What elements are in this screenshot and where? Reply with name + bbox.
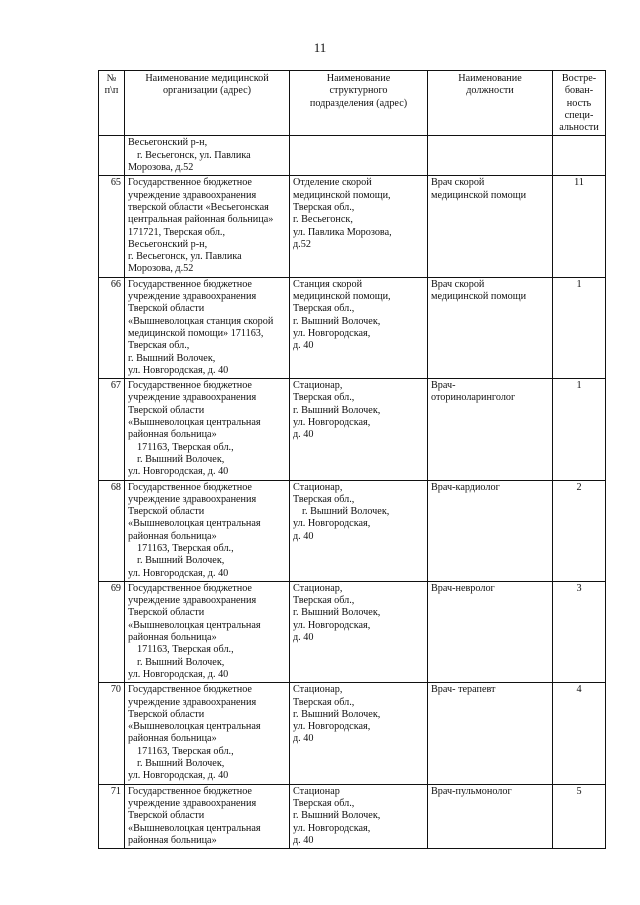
organization-cell: Государственное бюджетное учреждение здравоохранения тверской области «Весьегонская центральная районная больница» 171721, Тверская обл., Весьегонский р-н, г. Весьегонск, ул. Павлика Морозова, д.52 [125, 176, 290, 277]
unit-cell: Стационар, Тверская обл., г. Вышний Волочек, ул. Новгородская, д. 40 [290, 379, 428, 480]
unit-cell: Стационар, Тверская обл., г. Вышний Волочек, ул. Новгородская, д. 40 [290, 581, 428, 682]
table-row [99, 683, 606, 784]
demand-cell: 4 [553, 683, 606, 784]
organization-cell: Государственное бюджетное учреждение здравоохранения Тверской области «Вышневолоцкая центральная районная больница» [125, 784, 290, 848]
organization-cell: Государственное бюджетное учреждение здравоохранения Тверской области «Вышневолоцкая центральная районная больница» 171163, Тверская обл., г. Вышний Волочек, ул. Новгородская, д. 40 [125, 379, 290, 480]
row-number: 65 [99, 176, 125, 277]
row-number [99, 136, 125, 176]
row-number: 69 [99, 581, 125, 682]
position-cell [428, 136, 553, 176]
table-header-row [99, 71, 606, 136]
table-row [99, 581, 606, 682]
table-row [99, 176, 606, 277]
position-cell: Врач- терапевт [428, 683, 553, 784]
unit-cell: Стационар, Тверская обл., г. Вышний Волочек, ул. Новгородская, д. 40 [290, 480, 428, 581]
position-cell: Врач скорой медицинской помощи [428, 277, 553, 378]
unit-cell: Стационар, Тверская обл., г. Вышний Волочек, ул. Новгородская, д. 40 [290, 683, 428, 784]
table-row [99, 379, 606, 480]
unit-cell [290, 136, 428, 176]
demand-cell: 5 [553, 784, 606, 848]
header-num: № п\п [99, 71, 125, 136]
demand-cell: 11 [553, 176, 606, 277]
position-cell: Врач- оториноларинголог [428, 379, 553, 480]
organization-cell: Государственное бюджетное учреждение здравоохранения Тверской области «Вышневолоцкая центральная районная больница» 171163, Тверская обл., г. Вышний Волочек, ул. Новгородская, д. 40 [125, 480, 290, 581]
vacancy-table [98, 70, 606, 849]
position-cell: Врач-кардиолог [428, 480, 553, 581]
demand-cell: 1 [553, 379, 606, 480]
row-number: 71 [99, 784, 125, 848]
header-organization: Наименование медицинской организации (адрес) [125, 71, 290, 136]
demand-cell: 1 [553, 277, 606, 378]
unit-cell: Отделение скорой медицинской помощи, Тверская обл., г. Весьегонск, ул. Павлика Морозова, д.52 [290, 176, 428, 277]
table-row [99, 480, 606, 581]
position-cell: Врач скорой медицинской помощи [428, 176, 553, 277]
row-number: 68 [99, 480, 125, 581]
unit-cell: Станция скорой медицинской помощи, Тверская обл., г. Вышний Волочек, ул. Новгородская, д. 40 [290, 277, 428, 378]
header-unit: Наименование структурного подразделения (адрес) [290, 71, 428, 136]
table-row [99, 277, 606, 378]
page-number: 11 [313, 40, 327, 55]
header-demand: Востре- бован- ность специ- альности [553, 71, 606, 136]
organization-cell: Государственное бюджетное учреждение здравоохранения Тверской области «Вышневолоцкая станция скорой медицинской помощи» 171163, Тверская обл., г. Вышний Волочек, ул. Новгородская, д. 40 [125, 277, 290, 378]
position-cell: Врач-невролог [428, 581, 553, 682]
table-row [99, 784, 606, 848]
demand-cell [553, 136, 606, 176]
organization-cell: Государственное бюджетное учреждение здравоохранения Тверской области «Вышневолоцкая центральная районная больница» 171163, Тверская обл., г. Вышний Волочек, ул. Новгородская, д. 40 [125, 581, 290, 682]
demand-cell: 2 [553, 480, 606, 581]
table-body [99, 136, 606, 849]
row-number: 70 [99, 683, 125, 784]
organization-cell: Весьегонский р-н, г. Весьегонск, ул. Павлика Морозова, д.52 [125, 136, 290, 176]
table-row [99, 136, 606, 176]
demand-cell: 3 [553, 581, 606, 682]
organization-cell: Государственное бюджетное учреждение здравоохранения Тверской области «Вышневолоцкая центральная районная больница» 171163, Тверская обл., г. Вышний Волочек, ул. Новгородская, д. 40 [125, 683, 290, 784]
row-number: 66 [99, 277, 125, 378]
position-cell: Врач-пульмонолог [428, 784, 553, 848]
unit-cell: Стационар Тверская обл., г. Вышний Волочек, ул. Новгородская, д. 40 [290, 784, 428, 848]
header-position: Наименование должности [428, 71, 553, 136]
row-number: 67 [99, 379, 125, 480]
